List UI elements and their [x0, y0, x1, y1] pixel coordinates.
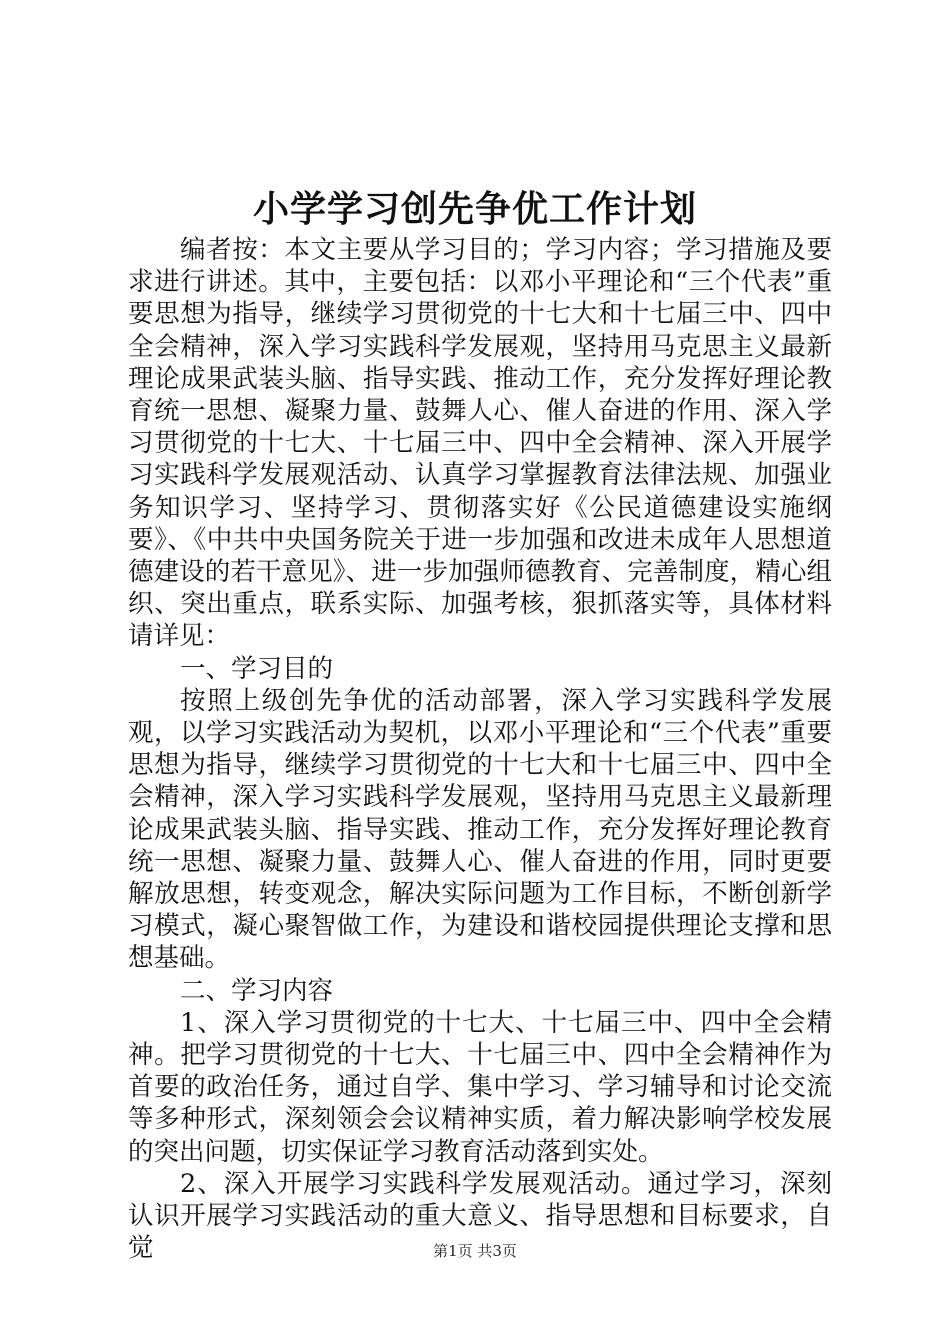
- paragraph-content-item-1: 1、深入学习贯彻党的十七大、十七届三中、四中全会精神。把学习贯彻党的十七大、十七届三中、四中全会精神作为首要的政治任务，通过自学、集中学习、学习辅导和讨论交流等多种形式，深刻领会会议精神实质，着力解决影响学校发展的突出问题，切实保证学习教育活动落到实处。: [128, 1007, 832, 1167]
- paragraph-purpose: 按照上级创先争优的活动部署，深入学习实践科学发展观，以学习实践活动为契机，以邓小平理论和“三个代表”重要思想为指导，继续学习贯彻党的十七大和十七届三中、四中全会精神，深入学习实践科学发展观，坚持用马克思主义最新理论成果武装头脑、指导实践、推动工作，充分发挥好理论教育统一思想、凝聚力量、鼓舞人心、催人奋进的作用，同时更要解放思想，转变观念，解决实际问题为工作目标，不断创新学习模式，凝心聚智做工作，为建设和谐校园提供理论支撑和思想基础。: [128, 685, 832, 974]
- document-body: [128, 234, 832, 1265]
- section-heading-content: 二、学习内容: [180, 975, 334, 1006]
- document-title: 小学学习创先争优工作计划: [252, 189, 697, 230]
- section-heading-purpose: 一、学习目的: [180, 653, 334, 684]
- paragraph-editor-note: 编者按：本文主要从学习目的；学习内容；学习措施及要求进行讲述。其中，主要包括：以邓小平理论和“三个代表”重要思想为指导，继续学习贯彻党的十七大和十七届三中、四中全会精神，深入学习实践科学发展观，坚持用马克思主义最新理论成果武装头脑、指导实践、推动工作，充分发挥好理论教育统一思想、凝聚力量、鼓舞人心、催人奋进的作用、深入学习贯彻党的十七大、十七届三中、四中全会精神、深入开展学习实践科学发展观活动、认真学习掌握教育法律法规、加强业务知识学习、坚持学习、贯彻落实好《公民道德建设实施纲要》、《中共中央国务院关于进一步加强和改进未成年人思想道德建设的若干意见》、进一步加强师德教育、完善制度，精心组织、突出重点，联系实际、加强考核，狠抓落实等，具体材料请详见：: [128, 235, 832, 652]
- page-footer: 第1页 共3页: [433, 1242, 517, 1260]
- paragraph-content-item-2: 2、深入开展学习实践科学发展观活动。通过学习，深刻认识开展学习实践活动的重大意义、指导思想和目标要求，自觉: [128, 1168, 832, 1264]
